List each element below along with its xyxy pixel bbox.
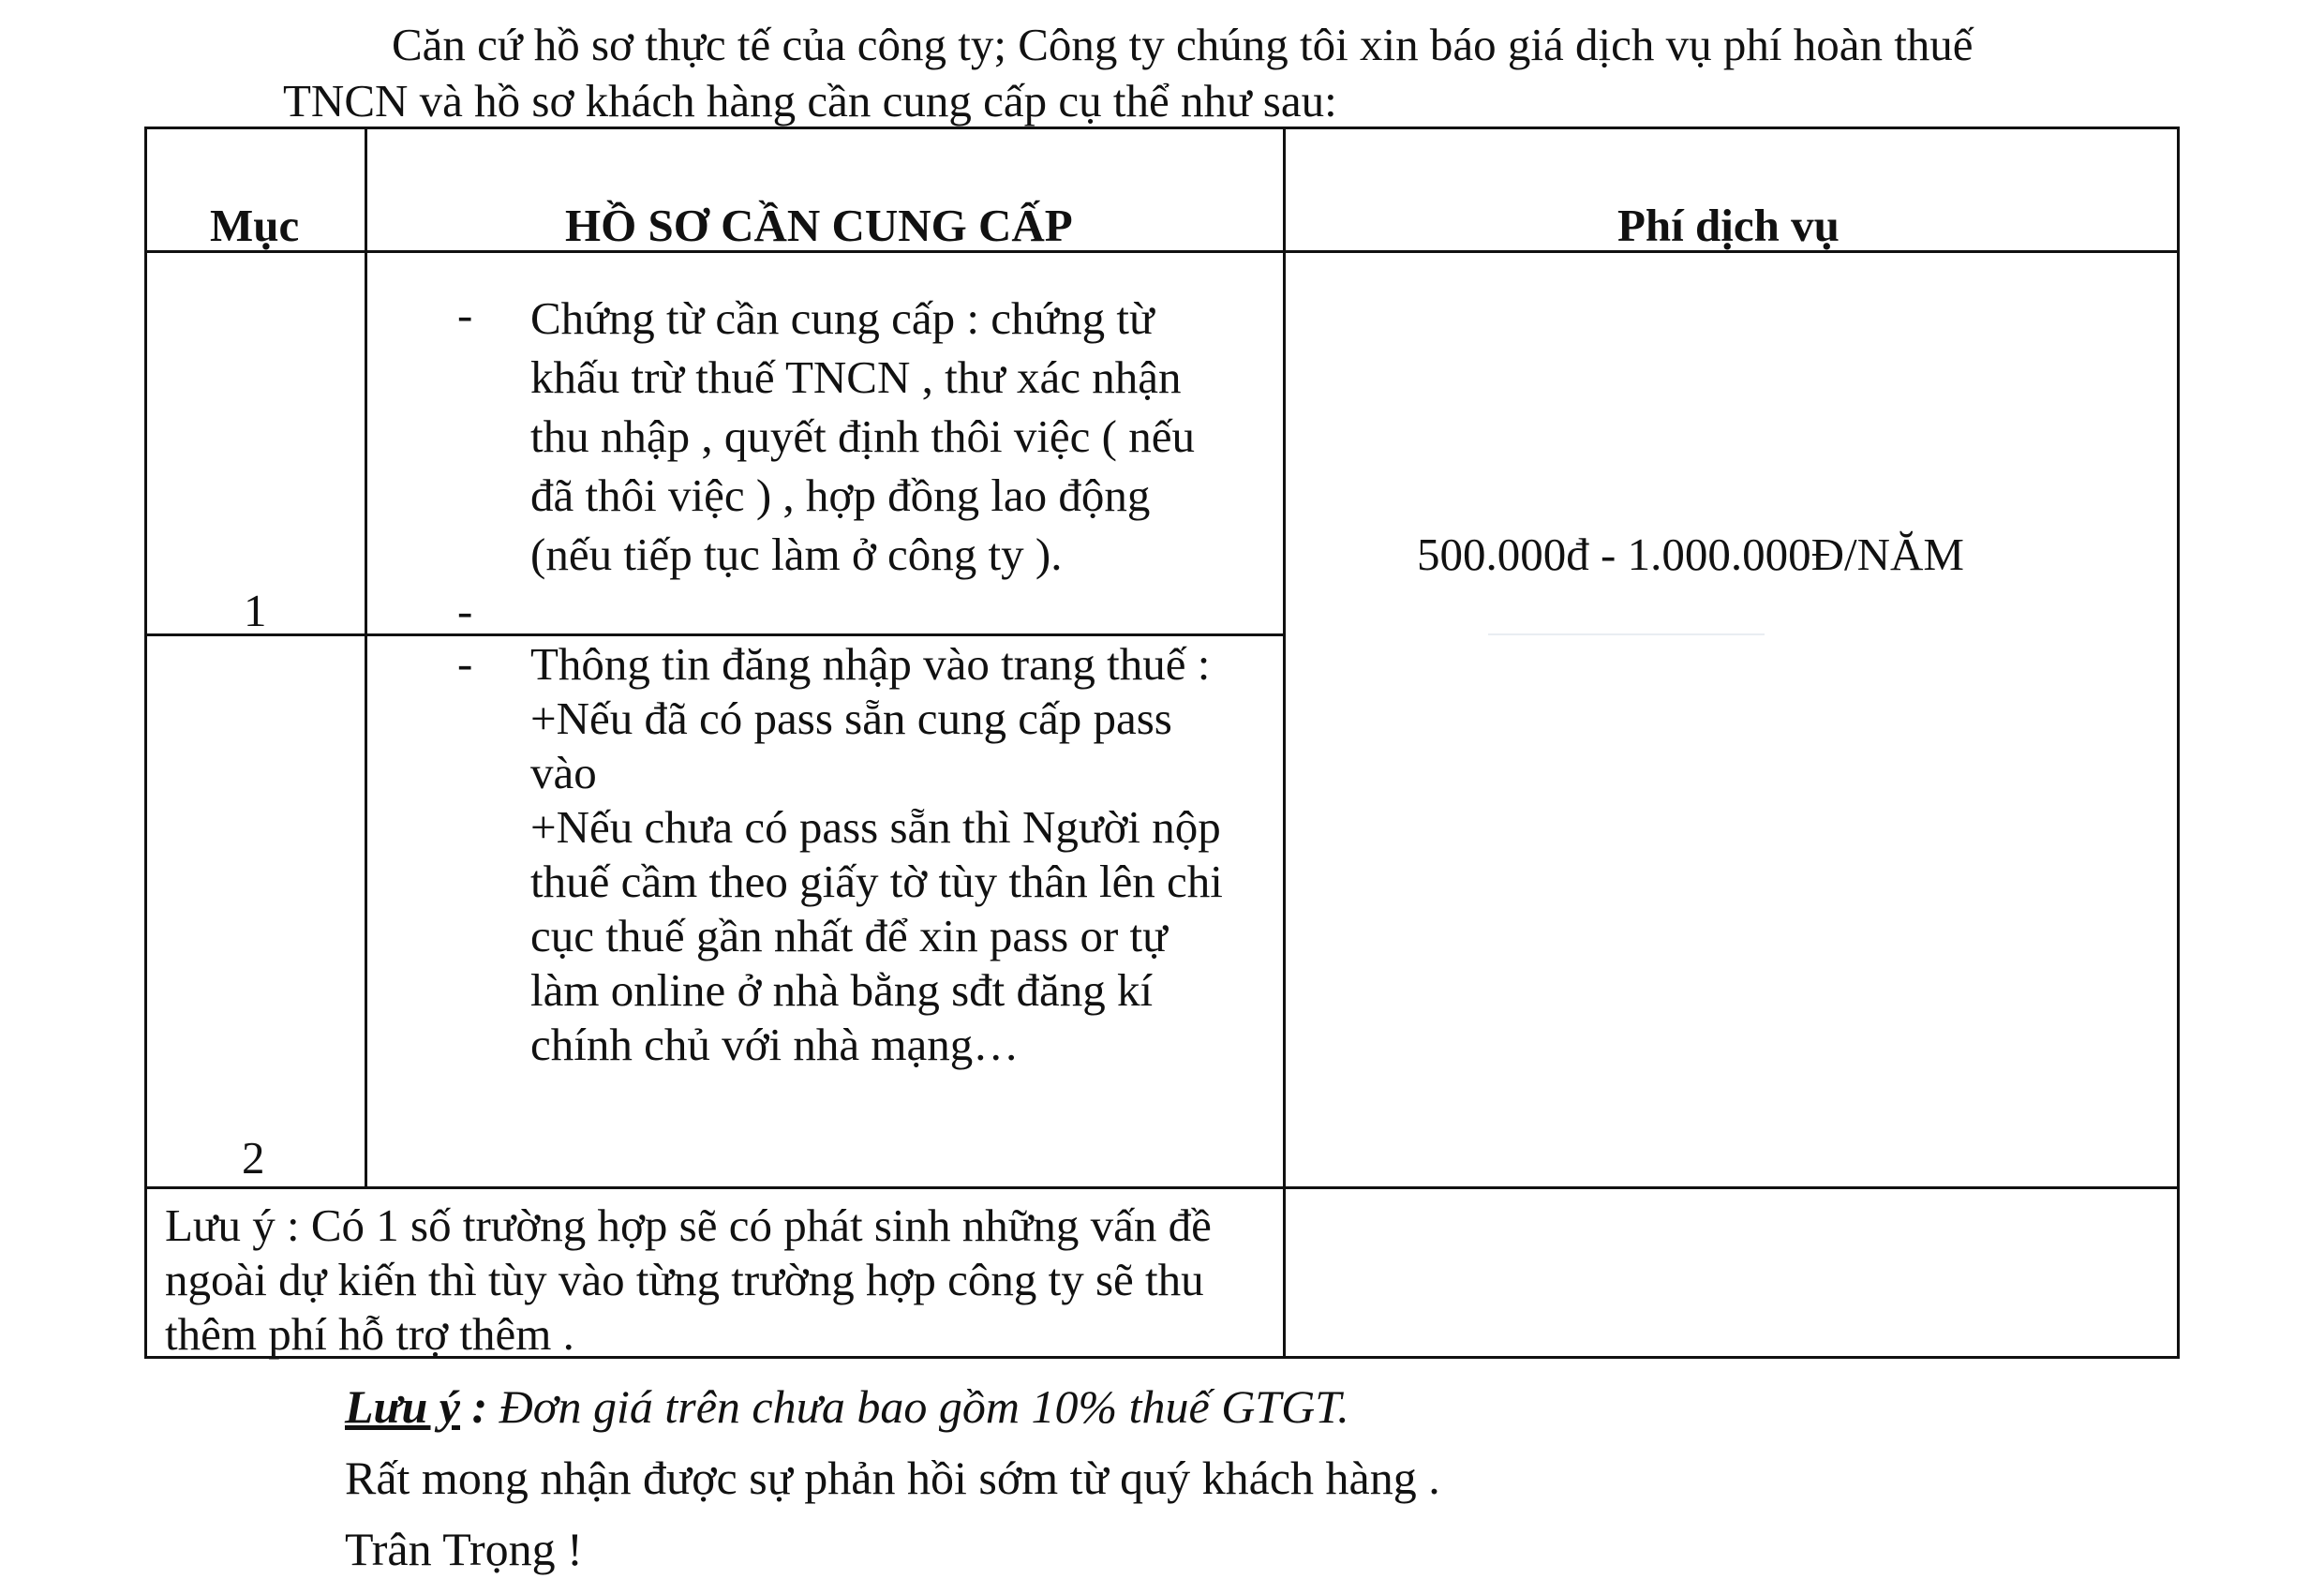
header-item: Mục xyxy=(210,200,300,251)
row-1-documents: Chứng từ cần cung cấp : chứng từ khấu trừ thuế TNCN , thư xác nhận thu nhập , quyết định thôi việc ( nếu đã thôi việc ) , hợp đồng lao động (nếu tiếp tục làm ở công ty ). xyxy=(530,292,1195,580)
footer-note-label: Lưu ý xyxy=(345,1380,460,1433)
faint-rule xyxy=(1488,633,1765,635)
header-documents: HỒ SƠ CẦN CUNG CẤP xyxy=(565,200,1073,251)
row-1-dash-2: - xyxy=(457,585,473,636)
footer-regards: Trân Trọng ! xyxy=(345,1523,583,1575)
footer-note-colon: : xyxy=(460,1380,499,1433)
footer-note xyxy=(345,1380,1349,1433)
service-fee: 500.000đ - 1.000.000Đ/NĂM xyxy=(1417,529,1964,580)
header-divider xyxy=(144,250,2180,253)
row-divider-1 xyxy=(144,633,1286,636)
col-divider-2 xyxy=(1283,127,1286,1359)
header-fee: Phí dịch vụ xyxy=(1617,200,1840,251)
intro-line-2: TNCN và hồ sơ khách hàng cần cung cấp cụ thể như sau: xyxy=(283,75,1337,127)
row-2-dash: - xyxy=(457,637,473,689)
table-note: Lưu ý : Có 1 số trường hợp sẽ có phát sinh những vấn đề ngoài dự kiến thì tùy vào từng trường hợp công ty sẽ thu thêm phí hỗ trợ thêm . xyxy=(165,1199,1212,1360)
col-divider-1 xyxy=(365,127,367,1189)
footer-note-text: Đơn giá trên chưa bao gồm 10% thuế GTGT. xyxy=(499,1380,1349,1433)
row-2-documents: Thông tin đăng nhập vào trang thuế : +Nếu đã có pass sẵn cung cấp pass vào +Nếu chưa có pass sẵn thì Người nộp thuế cầm theo giấy tờ tùy thân lên chi cục thuế gần nhất để xin pass or tự làm online ở nhà bằng sđt đăng kí chính chủ với nhà mạng… xyxy=(530,638,1223,1070)
row-1-number: 1 xyxy=(244,585,267,636)
row-2-number: 2 xyxy=(242,1132,265,1184)
row-divider-2 xyxy=(144,1186,2180,1189)
row-1-dash: - xyxy=(457,289,473,340)
intro-line-1: Căn cứ hồ sơ thực tế của công ty; Công ty chúng tôi xin báo giá dịch vụ phí hoàn thuế xyxy=(392,19,1974,70)
footer-thanks: Rất mong nhận được sự phản hồi sớm từ quý khách hàng . xyxy=(345,1452,1440,1504)
